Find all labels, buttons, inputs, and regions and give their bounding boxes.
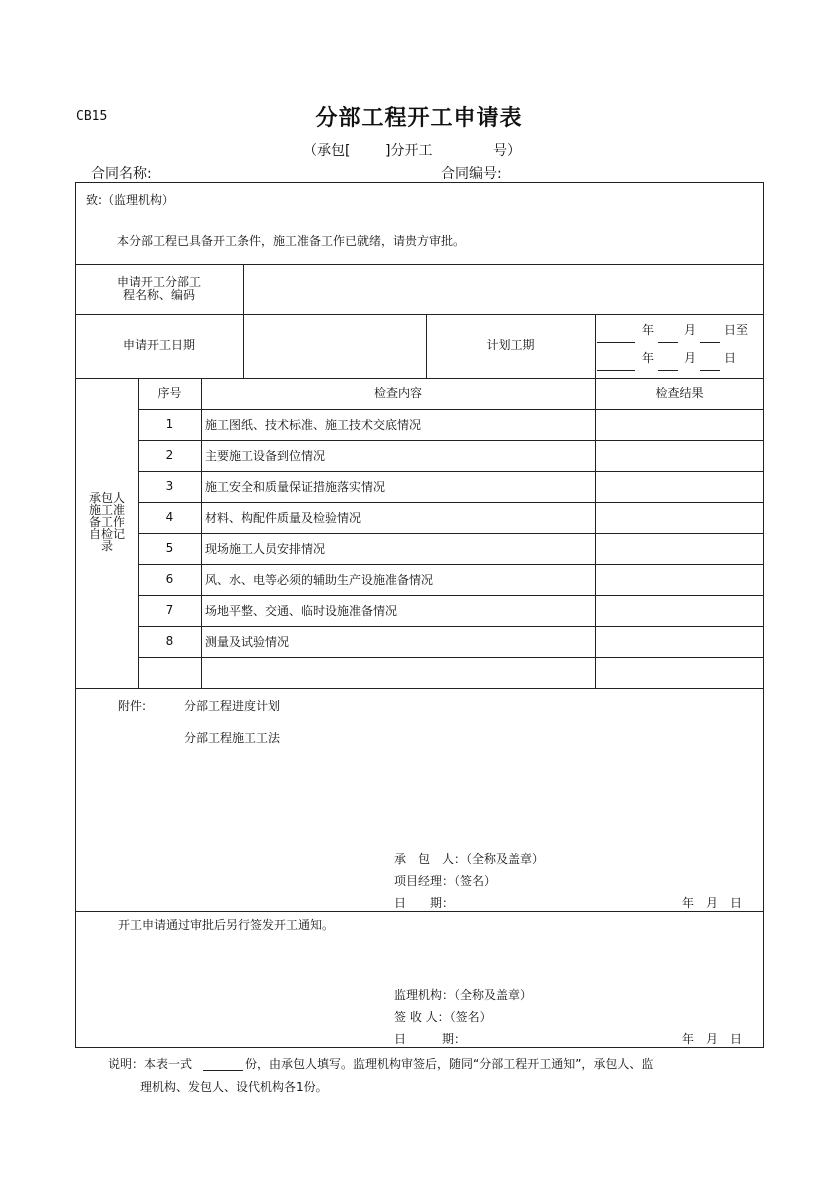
- result-cell[interactable]: [596, 441, 763, 470]
- blank-line: [700, 370, 720, 371]
- supervisor-date-value: 年 月 日: [682, 1032, 743, 1046]
- divider: [201, 378, 202, 688]
- divider: [75, 911, 764, 912]
- row-no: 7: [165, 602, 174, 617]
- approval-note: 开工申请通过审批后另行签发开工通知。: [118, 918, 335, 932]
- blank-line: [658, 342, 678, 343]
- row-content: 施工安全和质量保证措施落实情况: [205, 480, 386, 494]
- row-content: 场地平整、交通、临时设施准备情况: [205, 604, 398, 618]
- footnote-prefix: 说明：本表一式: [108, 1057, 193, 1071]
- row-no: 1: [165, 416, 174, 431]
- contract-name-label: 合同名称:: [91, 166, 152, 182]
- result-cell[interactable]: [596, 627, 763, 656]
- divider: [138, 657, 764, 658]
- col-result-header: 检查结果: [655, 385, 704, 400]
- subtitle-suffix: 号）: [493, 143, 521, 159]
- to-label: 致:（监理机构）: [86, 193, 175, 207]
- project-name-field[interactable]: [244, 265, 763, 313]
- result-cell[interactable]: [596, 503, 763, 532]
- row-no: 4: [165, 509, 174, 524]
- project-label-line1: 申请开工分部工: [116, 274, 201, 289]
- month-label: 月: [684, 323, 697, 337]
- result-cell[interactable]: [596, 472, 763, 501]
- row-no: 2: [165, 447, 174, 462]
- row-content: 现场施工人员安排情况: [205, 542, 326, 556]
- project-label-line2: 程名称、编码: [122, 288, 195, 302]
- divider: [595, 314, 596, 378]
- supervisor-date-label: 日 期：: [394, 1032, 467, 1046]
- month-label: 月: [684, 351, 697, 365]
- planned-period-label: 计划工期: [486, 338, 535, 353]
- row-content: 风、水、电等必须的辅助生产设施准备情况: [205, 573, 434, 587]
- col-no-header: 序号: [157, 385, 182, 400]
- result-cell[interactable]: [596, 534, 763, 563]
- copies-blank[interactable]: [203, 1070, 243, 1071]
- result-cell[interactable]: [596, 410, 763, 439]
- result-cell[interactable]: [596, 596, 763, 625]
- receiver-label: 签 收 人：（签名）: [394, 1010, 492, 1024]
- blank-line: [700, 342, 720, 343]
- side-label-text: 承包人施工准备工作自检记录: [88, 491, 125, 553]
- attachment-item: 分部工程施工工法: [184, 731, 281, 745]
- footnote-line2: 理机构、发包人、设代机构各1份。: [140, 1080, 328, 1094]
- form-code: CB15: [76, 109, 108, 124]
- attachments-label: 附件:: [118, 699, 147, 713]
- contractor-date-value: 年 月 日: [682, 896, 743, 910]
- manager-label: 项目经理：（签名）: [394, 874, 497, 888]
- row-content: 主要施工设备到位情况: [205, 449, 326, 463]
- statement: 本分部工程已具备开工条件，施工准备工作已就绪，请贵方审批。: [117, 234, 466, 248]
- page-title: 分部工程开工申请表: [315, 106, 523, 131]
- subtitle-mid: ]分开工: [385, 143, 433, 159]
- contract-no-label: 合同编号:: [441, 166, 502, 182]
- blank-line: [658, 370, 678, 371]
- blank-line: [597, 342, 635, 343]
- row-content: 施工图纸、技术标准、施工技术交底情况: [205, 418, 422, 432]
- project-name-label: [75, 264, 243, 314]
- start-date-label: 申请开工日期: [122, 338, 195, 353]
- row-content: 测量及试验情况: [205, 635, 290, 649]
- divider: [75, 688, 764, 689]
- row-no: 3: [165, 478, 174, 493]
- start-date-field[interactable]: [244, 315, 425, 377]
- row-no: 6: [165, 571, 174, 586]
- checklist-side-label: [88, 492, 126, 552]
- year-label: 年: [642, 323, 655, 337]
- contractor-date-label: 日 期：: [394, 896, 455, 910]
- subtitle-prefix: （承包[: [303, 143, 351, 159]
- row-no: 8: [165, 633, 174, 648]
- day-label: 日: [724, 351, 737, 365]
- row-content: 材料、构配件质量及检验情况: [205, 511, 362, 525]
- footnote-suffix: 份，由承包人填写。监理机构审签后，随同“分部工程开工通知”，承包人、监: [245, 1057, 654, 1071]
- col-content-header: 检查内容: [373, 385, 422, 400]
- contractor-label: 承 包 人：（全称及盖章）: [394, 852, 545, 866]
- attachment-item: 分部工程进度计划: [184, 699, 281, 713]
- day-to-label: 日至: [724, 323, 749, 337]
- year-label: 年: [642, 351, 655, 365]
- row-no: 5: [165, 540, 174, 555]
- blank-line: [597, 370, 635, 371]
- supervisor-org-label: 监理机构：（全称及盖章）: [394, 988, 533, 1002]
- result-cell[interactable]: [596, 565, 763, 594]
